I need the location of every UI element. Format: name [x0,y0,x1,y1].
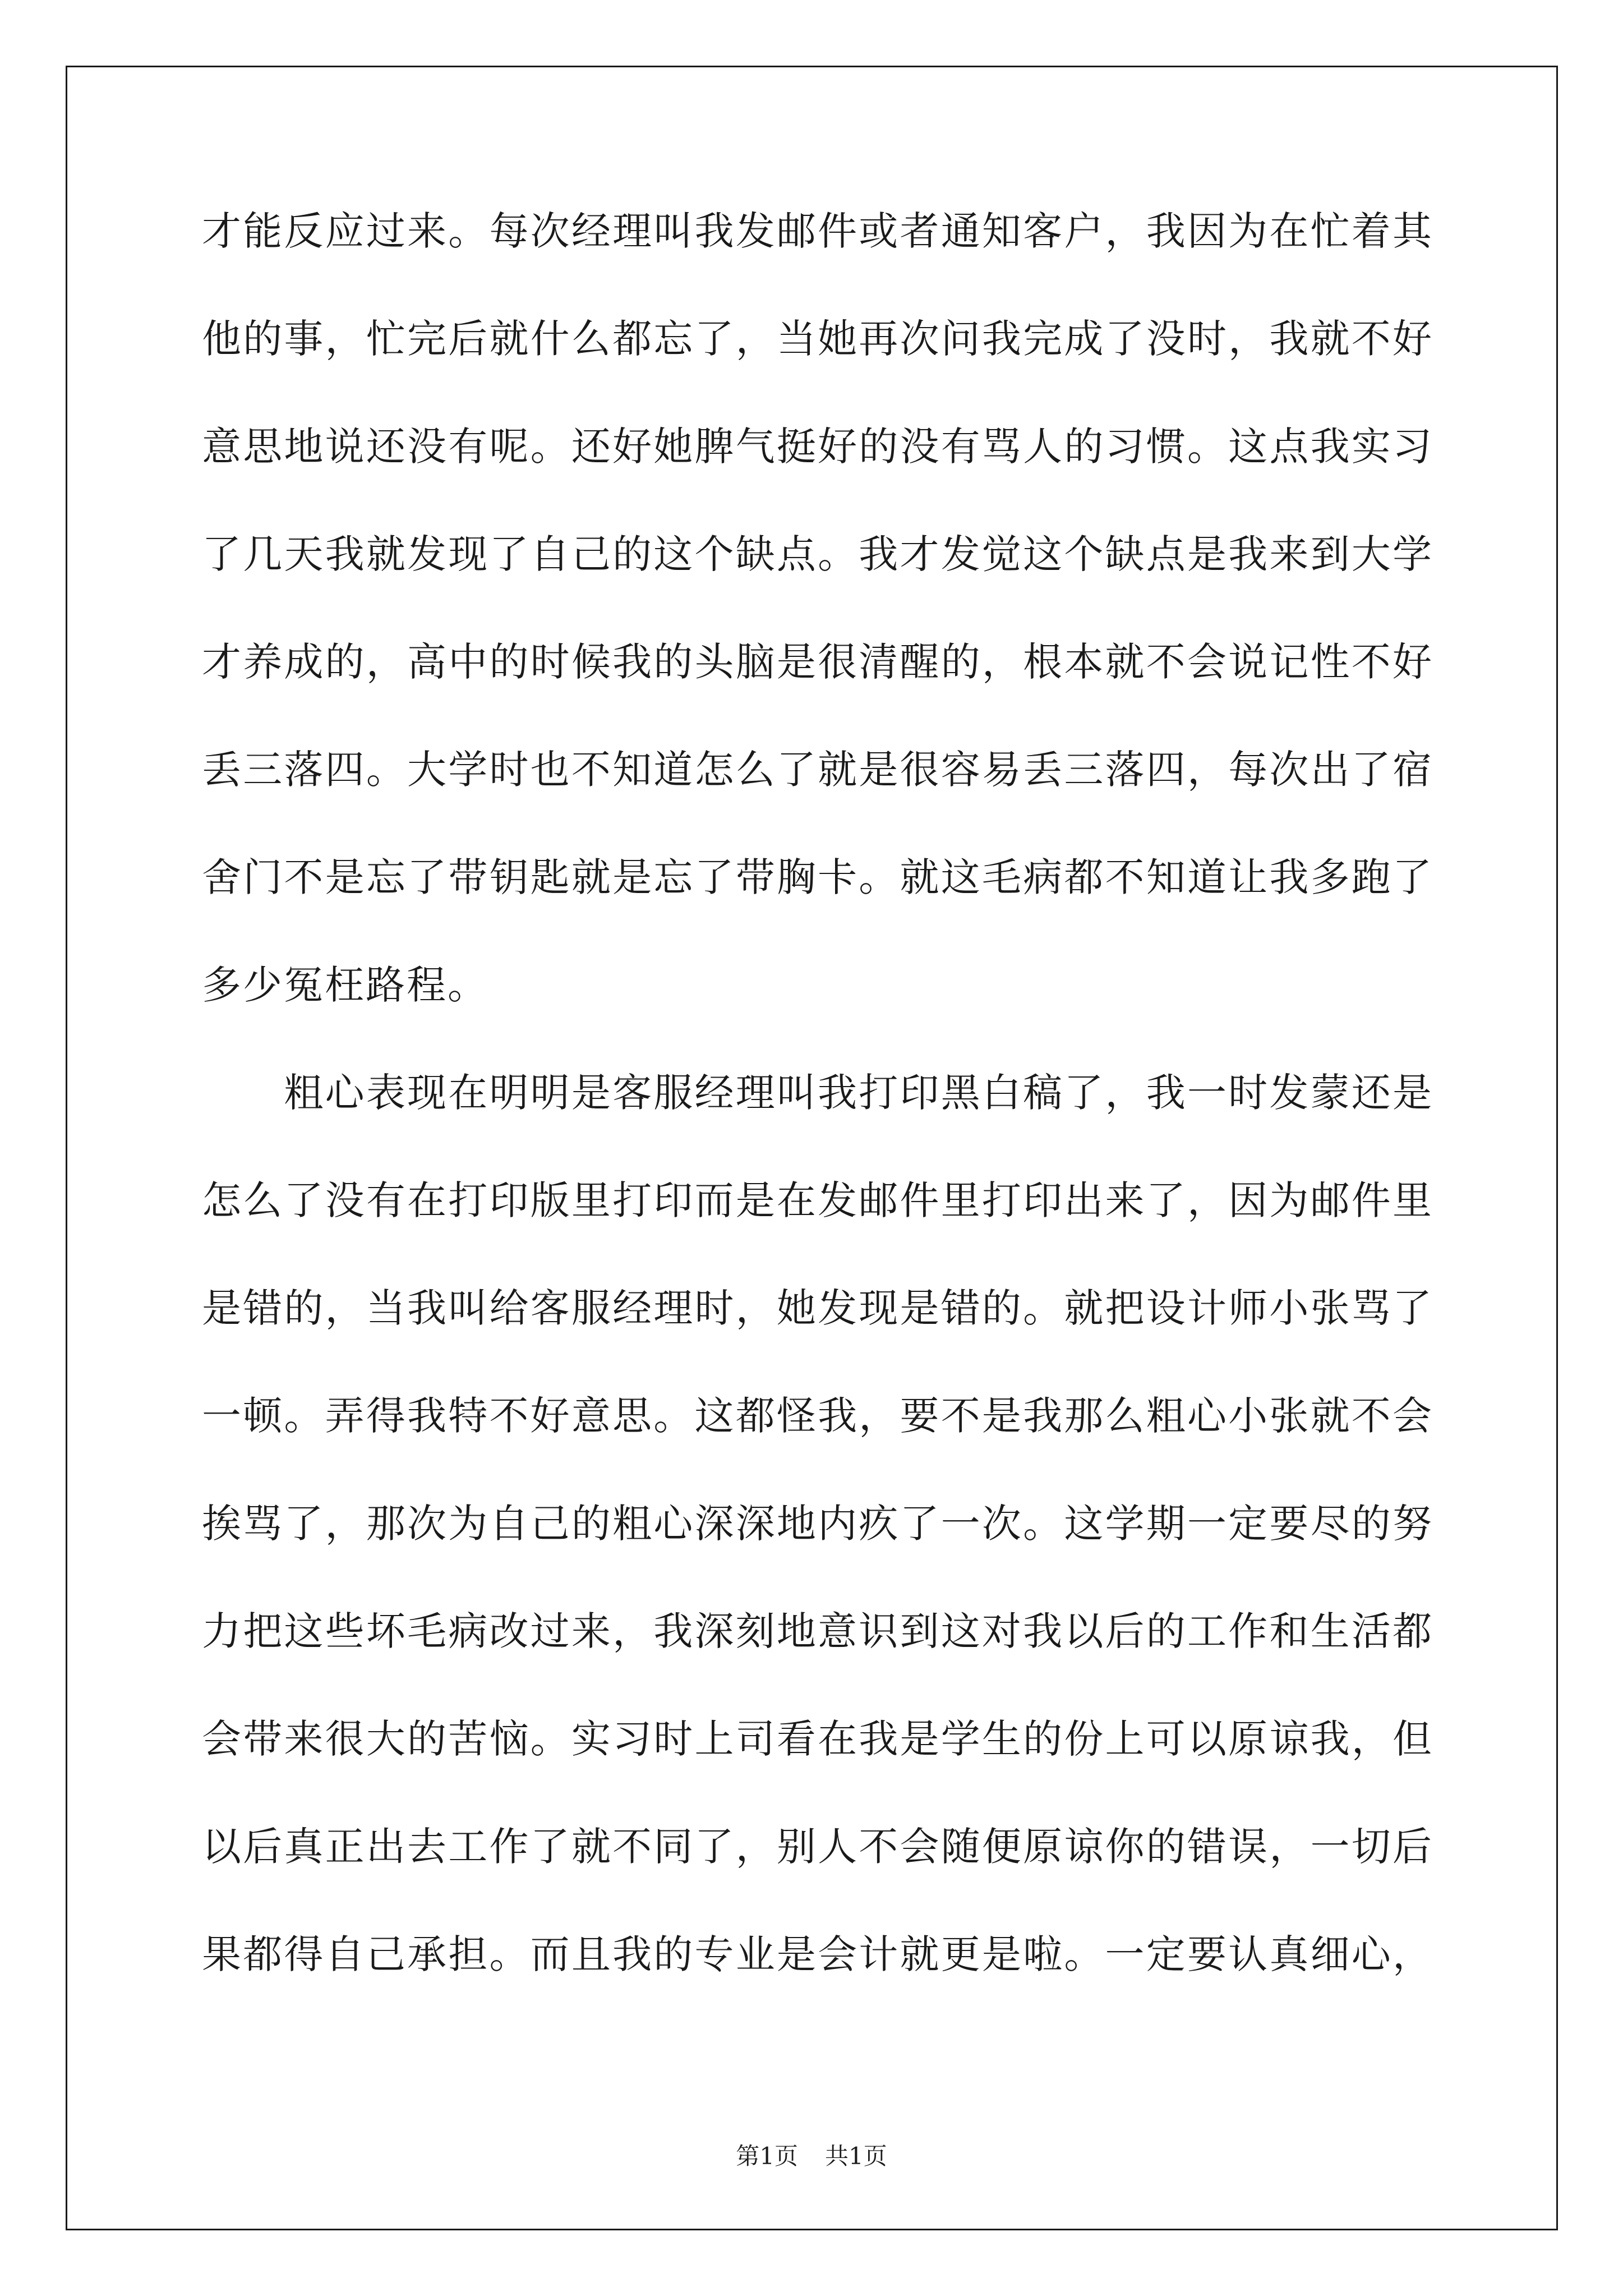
paragraph-2-line-2: 怎么了没有在打印版里打印而是在发邮件里打印出来了，因为邮件里 [202,1177,1433,1223]
page-number: 第1页 [736,2142,798,2170]
paragraph-2-line-6: 力把这些坏毛病改过来，我深刻地意识到这对我以后的工作和生活都 [202,1608,1433,1654]
paragraph-2-line-1: 粗心表现在明明是客服经理叫我打印黑白稿了，我一时发蒙还是 [202,1070,1433,1116]
paragraph-2-line-8: 以后真正出去工作了就不同了，别人不会随便原谅你的错误，一切后 [202,1824,1433,1870]
page-footer [0,2142,1623,2171]
paragraph-1-line-1: 才能反应过来。每次经理叫我发邮件或者通知客户，我因为在忙着其 [202,208,1433,254]
paragraph-1-line-5: 才养成的，高中的时候我的头脑是很清醒的，根本就不会说记性不好 [202,639,1433,685]
paragraph-1-line-4: 了几天我就发现了自己的这个缺点。我才发觉这个缺点是我来到大学 [202,531,1433,577]
paragraph-1-line-7: 舍门不是忘了带钥匙就是忘了带胸卡。就这毛病都不知道让我多跑了 [202,854,1433,900]
paragraph-2-line-7: 会带来很大的苦恼。实习时上司看在我是学生的份上可以原谅我，但 [202,1716,1433,1762]
paragraph-2-line-4: 一顿。弄得我特不好意思。这都怪我，要不是我那么粗心小张就不会 [202,1393,1433,1439]
paragraph-1-line-6: 丢三落四。大学时也不知道怎么了就是很容易丢三落四，每次出了宿 [202,747,1433,793]
paragraph-1-line-8: 多少冤枉路程。 [202,962,488,1008]
paragraph-1-line-3: 意思地说还没有呢。还好她脾气挺好的没有骂人的习惯。这点我实习 [202,424,1433,470]
paragraph-2-line-9: 果都得自己承担。而且我的专业是会计就更是啦。一定要认真细心， [202,1931,1433,1977]
paragraph-1-line-2: 他的事，忙完后就什么都忘了，当她再次问我完成了没时，我就不好 [202,316,1433,362]
page-total: 共1页 [825,2142,887,2170]
paragraph-2-line-5: 挨骂了，那次为自己的粗心深深地内疚了一次。这学期一定要尽的努 [202,1501,1433,1547]
paragraph-2-line-3: 是错的，当我叫给客服经理时，她发现是错的。就把设计师小张骂了 [202,1285,1433,1331]
document-body [202,204,1433,2035]
